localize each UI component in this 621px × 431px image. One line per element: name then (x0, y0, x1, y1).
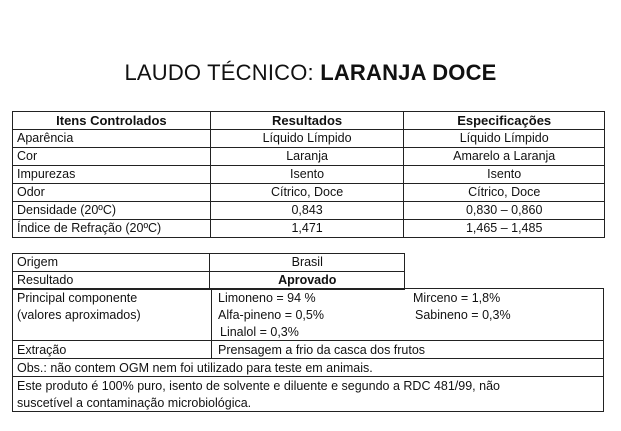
title-product: LARANJA DOCE (320, 60, 497, 85)
header-especificacoes: Especificações (404, 112, 605, 130)
component-item: Mirceno = 1,8% (413, 291, 501, 305)
spec-cell: Isento (404, 166, 605, 184)
components-label-line1: Principal componente (17, 291, 138, 305)
purity-note-box (12, 376, 604, 412)
extraction-value: Prensagem a frio da casca dos frutos (218, 343, 426, 357)
header-resultados: Resultados (210, 112, 404, 130)
component-item: Sabineno = 0,3% (415, 308, 511, 322)
origin-label: Origem (13, 254, 210, 272)
result-value: Aprovado (210, 272, 405, 290)
purity-note-text (17, 378, 500, 412)
result-cell: Laranja (210, 148, 404, 166)
component-item: Alfa-pineno = 0,5% (218, 308, 324, 322)
extraction-label: Extração (17, 343, 67, 357)
spec-cell: 1,465 – 1,485 (404, 220, 605, 238)
result-cell: 0,843 (210, 202, 404, 220)
result-cell: 1,471 (210, 220, 404, 238)
origin-row (13, 254, 405, 272)
component-item: Limoneno = 94 % (218, 291, 316, 305)
table-row (13, 130, 605, 148)
item-cell: Aparência (13, 130, 211, 148)
header-itens: Itens Controlados (13, 112, 211, 130)
result-cell: Cítrico, Doce (210, 184, 404, 202)
spec-cell: Líquido Límpido (404, 130, 605, 148)
result-cell: Isento (210, 166, 404, 184)
origin-value: Brasil (210, 254, 405, 272)
spec-cell: Amarelo a Laranja (404, 148, 605, 166)
observation-row (12, 358, 604, 377)
column-divider (211, 341, 212, 358)
component-item: Linalol = 0,3% (220, 325, 299, 339)
title-prefix: LAUDO TÉCNICO: (124, 60, 314, 85)
table-row (13, 166, 605, 184)
note-line1: Este produto é 100% puro, isento de solvente e diluente e segundo a RDC 481/99, não (17, 379, 500, 393)
origin-result-table (12, 253, 405, 290)
column-divider (211, 289, 212, 340)
item-cell: Odor (13, 184, 211, 202)
item-cell: Impurezas (13, 166, 211, 184)
item-cell: Densidade (20ºC) (13, 202, 211, 220)
document-title (0, 60, 621, 86)
table-row (13, 148, 605, 166)
spec-cell: Cítrico, Doce (404, 184, 605, 202)
components-label-line2: (valores aproximados) (17, 308, 141, 322)
table-row (13, 202, 605, 220)
components-label (17, 290, 141, 324)
extraction-row (12, 340, 604, 359)
result-label: Resultado (13, 272, 210, 290)
table-row (13, 184, 605, 202)
table-row (13, 220, 605, 238)
specifications-table (12, 111, 605, 238)
item-cell: Cor (13, 148, 211, 166)
result-cell: Líquido Límpido (210, 130, 404, 148)
components-box (12, 288, 604, 341)
result-row (13, 272, 405, 290)
observation-text: Obs.: não contem OGM nem foi utilizado para teste em animais. (17, 361, 373, 375)
item-cell: Índice de Refração (20ºC) (13, 220, 211, 238)
table-header-row (13, 112, 605, 130)
spec-cell: 0,830 – 0,860 (404, 202, 605, 220)
note-line2: suscetível a contaminação microbiológica. (17, 396, 252, 410)
